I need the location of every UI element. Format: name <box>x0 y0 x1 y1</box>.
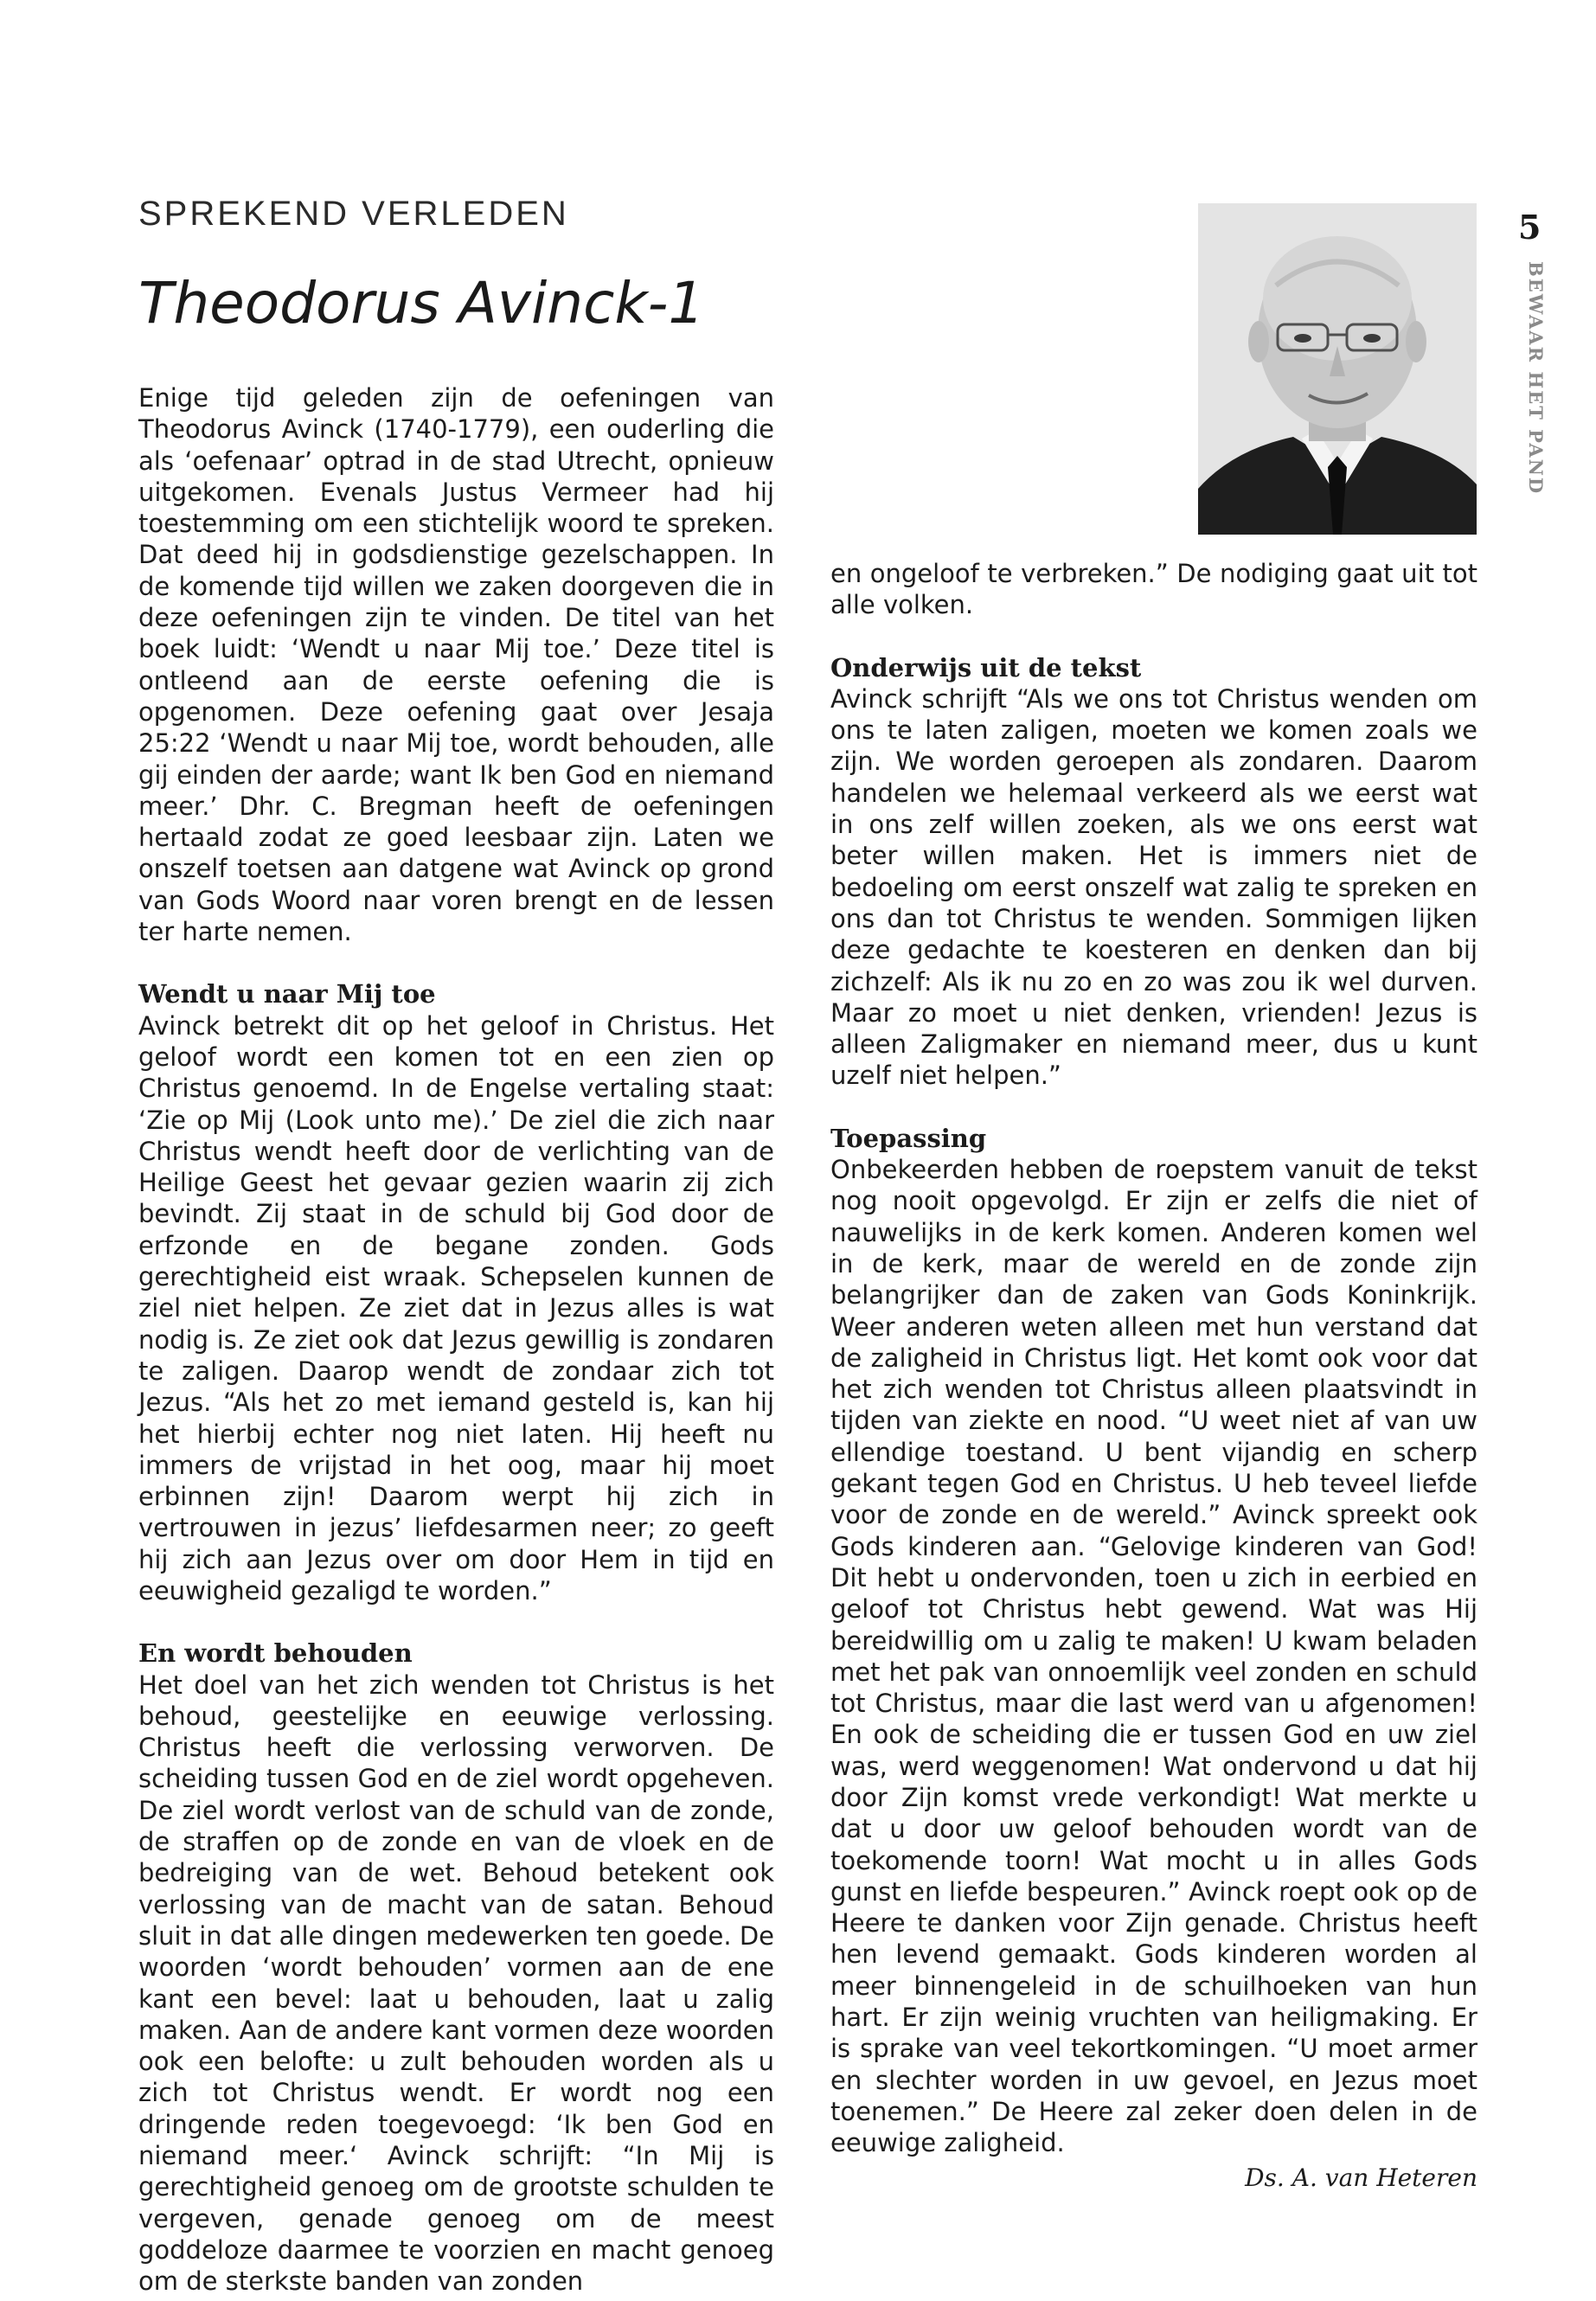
section-label: SPREKEND VERLEDEN <box>138 195 569 233</box>
page-number: 5 <box>1518 208 1542 247</box>
author-signature: Ds. A. van Heteren <box>1245 2163 1477 2192</box>
section-paragraph-1: Avinck betrekt dit op het geloof in Christus. Het geloof wordt een komen tot en een zien op Christus genoemd. In de Engelse vertaling staat: ‘Zie op Mij (Look unto me).’ De ziel die zich naar Christus wendt heeft door de verlichting van de Heilige Geest het gevaar gezien waarin zij zich bevindt. Zij staat in de schuld bij God door de erfzonde en de begane zonden. Gods gerechtigheid eist wraak. Schepselen kunnen de ziel niet helpen. Ze ziet dat in Jezus alles is wat nodig is. Ze ziet ook dat Jezus gewillig is zondaren te zaligen. Daarop wendt de zondaar zich tot Jezus. “Als het zo met iemand gesteld is, kan hij het hierbij echter nog niet laten. Hij heeft nu immers de vrijstad in het oog, maar hij moet erbinnen zijn! Daarom werpt hij zich in vertrouwen in jezus’ liefdesarmen neer; zo geeft hij zich aan Jezus over om door Hem in tijd en eeuwigheid gezaligd te worden.” <box>138 1010 774 1606</box>
continuation-paragraph: en ongeloof te verbreken.” De nodiging gaat uit tot alle volken. <box>830 559 1477 620</box>
article-title: Theodorus Avinck-1 <box>138 270 705 336</box>
section-paragraph-2: Het doel van het zich wenden tot Christus is het behoud, geestelijke en eeuwige verlossing. Christus heeft die verlossing verworven. De scheiding tussen God en de ziel wordt opgeheven. De ziel wordt verlost van de schuld van de zonde, de straffen op de zonde en van de vloek en de bedreiging van de wet. Behoud betekent ook verlossing van de macht van de satan. Behoud sluit in dat alle dingen medewerken ten goede. De woorden ‘wordt behouden’ vormen aan de ene kant een bevel: laat u behouden, laat u zalig maken. Aan de andere kant vormen deze woorden ook een belofte: u zult behouden worden als u zich tot Christus wendt. Er wordt nog een dringende reden toegevoegd: ‘Ik ben God en niemand meer.‘ Avinck schrijft: “In Mij is gerechtigheid genoeg om de grootste schulden te vergeven, genade genoeg om de meest goddeloze daarmee te voorzien en macht genoeg om de sterkste banden van zonden <box>138 1670 774 2297</box>
section-heading-1: Wendt u naar Mij toe <box>138 979 436 1009</box>
right-column <box>830 558 1477 2194</box>
left-column <box>138 382 774 2298</box>
section-heading-4: Toepassing <box>830 1123 987 1153</box>
section-paragraph-3: Avinck schrijft “Als we ons tot Christus wenden om ons te laten zaligen, moeten we komen zoals we zijn. We worden geroepen als zondaren. Daarom handelen we helemaal verkeerd als we eerst wat in ons zelf willen zoeken, als we ons eerst wat beter willen maken. Het is immers niet de bedoeling om eerst onszelf wat zalig te spreken en ons dan tot Christus te wenden. Sommigen lijken deze gedachte te koesteren en denken dan bij zichzelf: Als ik nu zo en zo was zou ik wel durven. Maar zo moet u niet denken, vrienden! Jezus is alleen Zaligmaker en niemand meer, dus u kunt uzelf niet helpen.” <box>830 683 1477 1091</box>
section-heading-3: Onderwijs uit de tekst <box>830 652 1142 683</box>
running-title: BEWAAR HET PAND <box>1525 261 1547 496</box>
section-paragraph-4: Onbekeerden hebben de roepstem vanuit de tekst nog nooit opgevolgd. Er zijn er zelfs die niet of nauwelijks in de kerk komen. Anderen komen wel in de kerk, maar de wereld en de zonde zijn belangrijker dan de zaken van Gods Koninkrijk. Weer anderen weten alleen met hun verstand dat de zaligheid in Christus ligt. Het komt ook voor dat het zich wenden tot Christus alleen plaatsvindt in tijden van ziekte en nood. “U weet niet af van uw ellendige toestand. U bent vijandig en scherp gekant tegen God en Christus. U heb teveel liefde voor de zonde en de wereld.” Avinck spreekt ook Gods kinderen aan. “Gelovige kinderen van God! Dit hebt u ondervonden, toen u zich in eerbied en geloof tot Christus hebt gewend. Wat was Hij bereidwillig om u zalig te maken! U kwam beladen met het pak van onnoemlijk veel zonden en schuld tot Christus, maar die last werd van u afgenomen! En ook de scheiding die er tussen God en uw ziel was, werd weggenomen! Wat ondervond u dat hij door Zijn komst vrede verkondigt! Wat merkte u dat u door uw geloof behouden wordt van de toekomende toorn! Wat mocht u in alles Gods gunst en liefde bespeuren.” Avinck roept ook op de Heere te danken voor Zijn genade. Christus heeft hen levend gemaakt. Gods kinderen worden al meer binnengeleid in de schuilhoeken van hun hart. Er zijn weinig vruchten van heiligmaking. Er is sprake van veel tekortkomingen. “U moet armer en slechter worden in uw gevoel, en Jezus moet toenemen.” De Heere zal zeker doen delen in de eeuwige zaligheid. <box>830 1155 1477 2158</box>
intro-paragraph: Enige tijd geleden zijn de oefeningen van Theodorus Avinck (1740-1779), een ouderling die als ‘oefenaar’ optrad in de stad Utrecht, opnieuw uitgekomen. Evenals Justus Vermeer had hij toestemming om een stichtelijk woord te spreken. Dat deed hij in godsdienstige gezelschappen. In de komende tijd willen we zaken doorgeven die in deze oefeningen zijn te vinden. De titel van het boek luidt: ‘Wendt u naar Mij toe.’ Deze titel is ontleend aan de eerste oefening die is opgenomen. Deze oefening gaat over Jesaja 25:22 ‘Wendt u naar Mij toe, wordt behouden, alle gij einden der aarde; want Ik ben God en niemand meer.’ Dhr. C. Bregman heeft de oefeningen hertaald zodat ze goed leesbaar zijn. Laten we onszelf toetsen aan datgene wat Avinck op grond van Gods Woord naar voren brengt en de lessen ter harte nemen. <box>138 383 774 947</box>
section-heading-2: En wordt behouden <box>138 1638 413 1669</box>
author-portrait <box>1198 203 1477 535</box>
